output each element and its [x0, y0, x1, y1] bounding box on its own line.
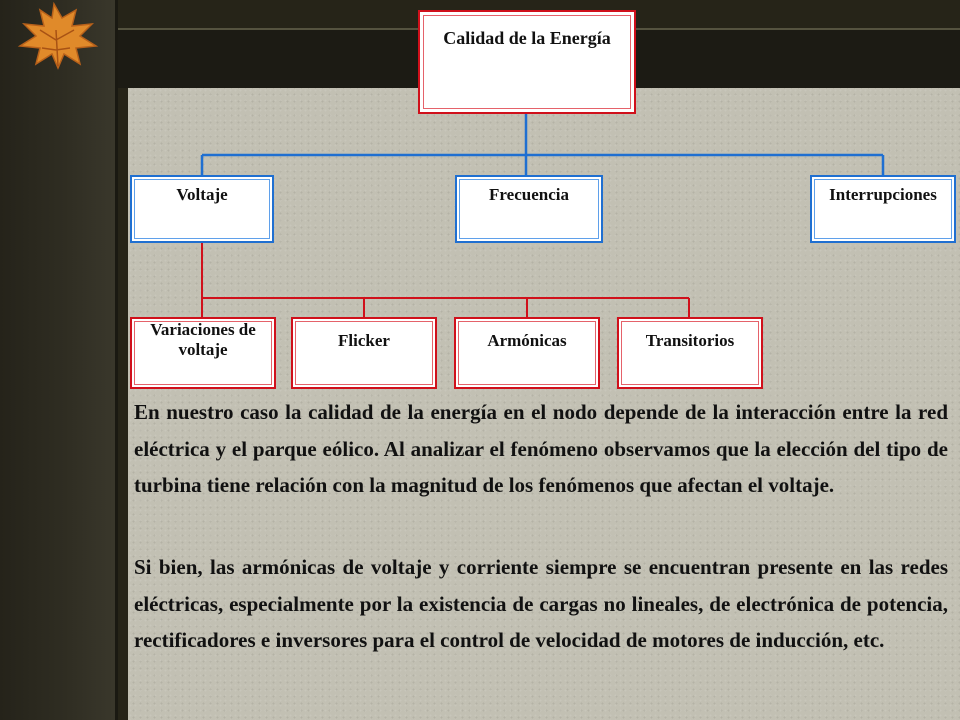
node-label: Variaciones de voltaje [150, 320, 256, 359]
node-flicker [291, 317, 437, 389]
node-transitorios [617, 317, 763, 389]
node-armonicas [454, 317, 600, 389]
node-label: Transitorios [645, 331, 735, 350]
node-label: Calidad de la Energía [443, 28, 611, 48]
node-label: Armónicas [487, 331, 567, 350]
node-voltaje [130, 175, 274, 243]
node-interrupciones [810, 175, 956, 243]
node-label: Frecuencia [489, 185, 569, 204]
node-variaciones-de-voltaje [130, 317, 276, 389]
node-calidad-de-la-energia [418, 10, 636, 114]
node-label: Voltaje [176, 185, 228, 204]
node-frecuencia [455, 175, 603, 243]
body-paragraph-2: Si bien, las armónicas de voltaje y corriente siempre se encuentran presente en las redes eléctricas, especialmente por la existencia de cargas no lineales, de electrónica de potencia, rectificadores e inversores para el control de velocidad de motores de inducción, etc. [134, 555, 948, 652]
body-paragraph-1: En nuestro caso la calidad de la energía en el nodo depende de la interacción entre la red eléctrica y el parque eólico. Al analizar el fenómeno observamos que la elección del tipo de turbina tiene relación con la magnitud de los fenómenos que afectan el voltaje. [134, 400, 948, 497]
node-label: Flicker [338, 331, 390, 350]
node-label: Interrupciones [829, 185, 937, 204]
